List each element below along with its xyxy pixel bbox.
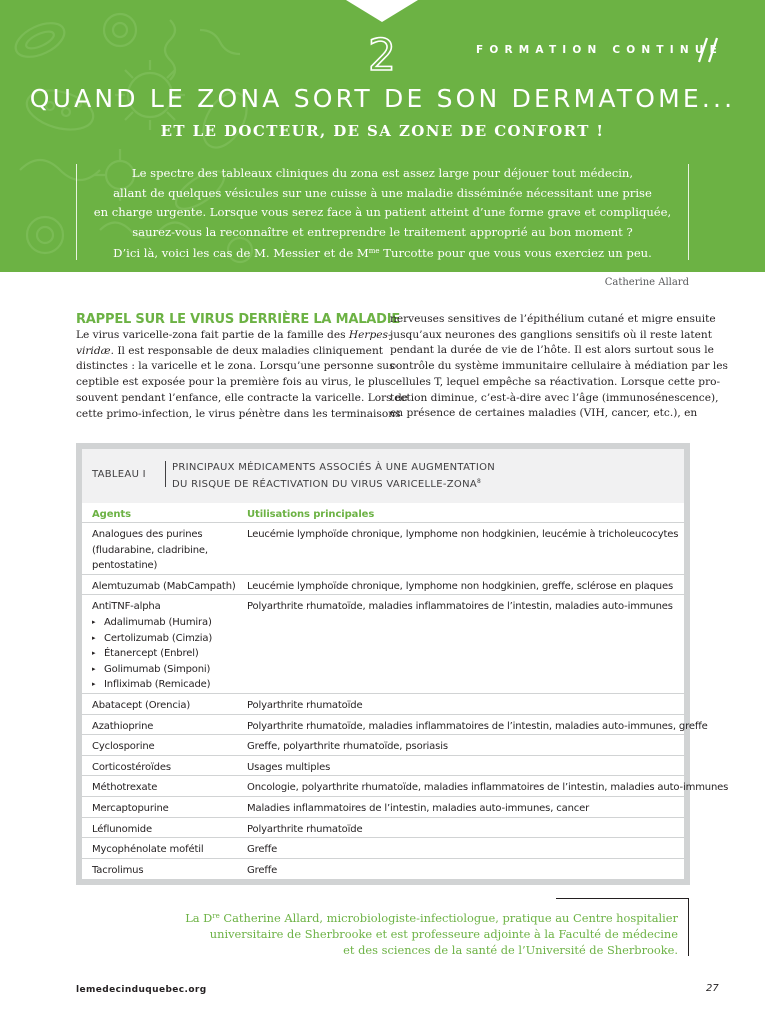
text-line: pendant la durée de vie de l’hôte. Il est alors surtout sous le — [390, 344, 714, 357]
use-cell: Oncologie, polyarthrite rhumatoïde, maladies inflammatoires de l’intestin, maladies auto-immunes — [247, 782, 729, 794]
article-title: QUAND LE ZONA SORT DE SON DERMATOME... — [29, 84, 736, 113]
intro-line: Le spectre des tableaux cliniques du zona est assez large pour déjouer tout médecin, — [131, 166, 634, 180]
agent-cell — [92, 739, 242, 755]
agent-name: (fludarabine, cladribine, — [92, 544, 208, 556]
table-row — [82, 817, 684, 838]
table-rows — [82, 522, 729, 878]
table-row — [82, 775, 729, 796]
author-byline: Catherine Allard — [604, 277, 689, 288]
section-heading: RAPPEL SUR LE VIRUS DERRIÈRE LA MALADIE — [76, 312, 401, 327]
use-cell: Maladies inflammatoires de l’intestin, maladies auto-immunes, cancer — [247, 802, 590, 814]
agent-name: Mercaptopurine — [92, 802, 169, 814]
agent-cell — [92, 760, 242, 776]
article-column-left — [76, 312, 409, 422]
text-line: nerveuses sensitives de l’épithélium cutané et migre ensuite — [390, 313, 716, 325]
agent-name: Analogues des purines — [92, 529, 203, 540]
text-line: cette primo-infection, le virus pénètre dans les terminaisons — [76, 407, 401, 420]
agent-cell — [92, 527, 242, 574]
table-row — [82, 796, 684, 817]
header-band — [0, 0, 765, 272]
use-cell: Polyarthrite rhumatoïde, maladies inflammatoires de l’intestin, maladies auto-immunes — [247, 601, 673, 613]
use-cell: Greffe — [247, 844, 278, 856]
text-line: ceptible est exposée pour la première fois au virus, le plus — [76, 376, 391, 389]
svg-text:2: 2 — [368, 30, 396, 78]
use-cell: Leucémie lymphoïde chronique, lymphome non hodgkinien, leucémie à tricholeucocytes — [247, 529, 679, 540]
table-row — [82, 522, 684, 574]
agent-cell — [92, 780, 242, 796]
table-row — [82, 755, 684, 776]
use-cell: Greffe — [247, 864, 278, 876]
table-row — [82, 734, 684, 755]
intro-line: saurez-vous la reconnaître et entreprendre le traitement approprié au bon moment ? — [132, 224, 633, 239]
agent-sub-item: ▸ Golimumab (Simponi) — [92, 662, 242, 678]
text-line: contrôle du système immunitaire cellulaire à médiation par les — [390, 360, 728, 373]
text-line: Le virus varicelle-zona fait partie de la famille des Herpes- — [76, 329, 392, 341]
table-title: PRINCIPAUX MÉDICAMENTS ASSOCIÉS À UNE AUGMENTATION DU RISQUE DE RÉACTIVATION DU VIRUS VARICELLE-ZONA$^8$ — [172, 462, 496, 490]
agent-name: pentostatine) — [92, 560, 158, 572]
agent-cell — [92, 842, 242, 858]
section-label: FORMATION CONTINUE — [476, 44, 723, 56]
chapter-number — [360, 30, 404, 78]
table-row — [82, 594, 684, 693]
agent-name: Méthotrexate — [92, 782, 158, 794]
agent-name: Abatacept (Orencia) — [92, 699, 191, 711]
use-cell: Polyarthrite rhumatoïde, maladies inflammatoires de l’intestin, maladies auto-immunes, greffe — [247, 720, 708, 732]
agent-sub-item: ▸ Infliximab (Remicade) — [92, 677, 242, 693]
agent-name: Alemtuzumab (MabCampath) — [92, 580, 236, 592]
agent-name: Corticostéroïdes — [92, 761, 171, 773]
agent-name: Tacrolimus — [92, 864, 144, 876]
agent-sub-item: ▸ Adalimumab (Humira) — [92, 615, 242, 631]
intro-box — [76, 164, 689, 260]
table-body — [82, 449, 729, 879]
author-note-text: La Dre Catherine Allard, microbiologiste-infectiologue, pratique au Centre hospitalier universitaire de Sherbrooke et est professeure adjointe à la Faculté de médecine et des sciences de la santé de l’Université de Sherbrooke. — [185, 911, 678, 958]
text-line: souvent pendant l’enfance, elle contracte la varicelle. Lors de — [76, 391, 409, 404]
agent-name: Mycophénolate mofétil — [92, 844, 204, 856]
use-cell: Polyarthrite rhumatoïde — [247, 823, 363, 835]
text-line: jusqu’aux neurones des ganglions sensitifs où il reste latent — [390, 328, 712, 341]
article-subtitle: ET LE DOCTEUR, DE SA ZONE DE CONFORT ! — [160, 122, 605, 140]
note-top-rule — [76, 898, 689, 899]
table-row — [82, 714, 708, 735]
agent-cell — [92, 698, 242, 714]
text-line: cellules T, lequel empêche sa réactivation. Lorsque cette pro- — [390, 375, 721, 388]
use-cell: Leucémie lymphoïde chronique, lymphome non hodgkinien, greffe, sclérose en plaques — [247, 580, 674, 592]
agent-sub-item: ▸ Étanercept (Enbrel) — [92, 646, 242, 662]
agent-name: AntiTNF-alpha — [92, 601, 161, 613]
note-bracket — [688, 898, 689, 956]
agent-sub-item: ▸ Certolizumab (Cimzia) — [92, 631, 242, 647]
agent-name: Léflunomide — [92, 823, 153, 835]
use-cell: Usages multiples — [247, 761, 331, 773]
article-paragraph — [390, 312, 728, 422]
table-row — [82, 693, 684, 714]
text-line: en présence de certaines maladies (VIH, cancer, etc.), en — [390, 407, 698, 420]
drug-table — [76, 443, 729, 885]
double-slash-icon — [697, 36, 721, 64]
intro-line: en charge urgente. Lorsque vous serez face à un patient atteint d’une forme grave et compliquée, — [93, 205, 672, 220]
text-line: viridæ. Il est responsable de deux maladies cliniquement — [76, 344, 384, 357]
agent-cell — [92, 863, 242, 879]
intro-line-last: D’ici là, voici les cas de M. Messier et de $M^{me}$ Turcotte pour que vous vous exerciez un peu. — [113, 246, 652, 261]
table-header-divider — [165, 461, 166, 487]
agent-name: Cyclosporine — [92, 741, 155, 753]
page-number: 27 — [706, 983, 719, 994]
website-link[interactable]: lemedecinduquebec.org — [76, 985, 207, 995]
agent-cell — [92, 822, 242, 838]
article-column-right — [390, 312, 728, 422]
table-row — [82, 574, 684, 595]
article-paragraph — [76, 328, 409, 422]
agent-cell — [92, 801, 242, 817]
table-header — [82, 449, 684, 503]
intro-line: allant de quelques vésicules sur une cuisse à une maladie disséminée nécessitant une prise — [113, 185, 652, 200]
column-header-agents: Agents — [92, 509, 131, 520]
agent-name: Azathioprine — [92, 720, 154, 732]
column-header-uses: Utilisations principales — [247, 509, 375, 520]
use-cell: Polyarthrite rhumatoïde — [247, 699, 363, 711]
table-row — [82, 837, 684, 858]
author-note — [76, 898, 690, 956]
top-notch — [346, 0, 418, 22]
agent-cell — [92, 579, 242, 595]
use-cell: Greffe, polyarthrite rhumatoïde, psoriasis — [247, 741, 448, 753]
text-line: distinctes : la varicelle et le zona. Lorsqu’une personne sus- — [76, 360, 399, 373]
text-line: tection diminue, c’est-à-dire avec l’âge (immunosénescence), — [390, 391, 719, 404]
agent-cell — [92, 599, 242, 693]
table-row — [82, 858, 684, 879]
agent-cell — [92, 719, 242, 735]
table-tag: TABLEAU I — [92, 469, 146, 480]
